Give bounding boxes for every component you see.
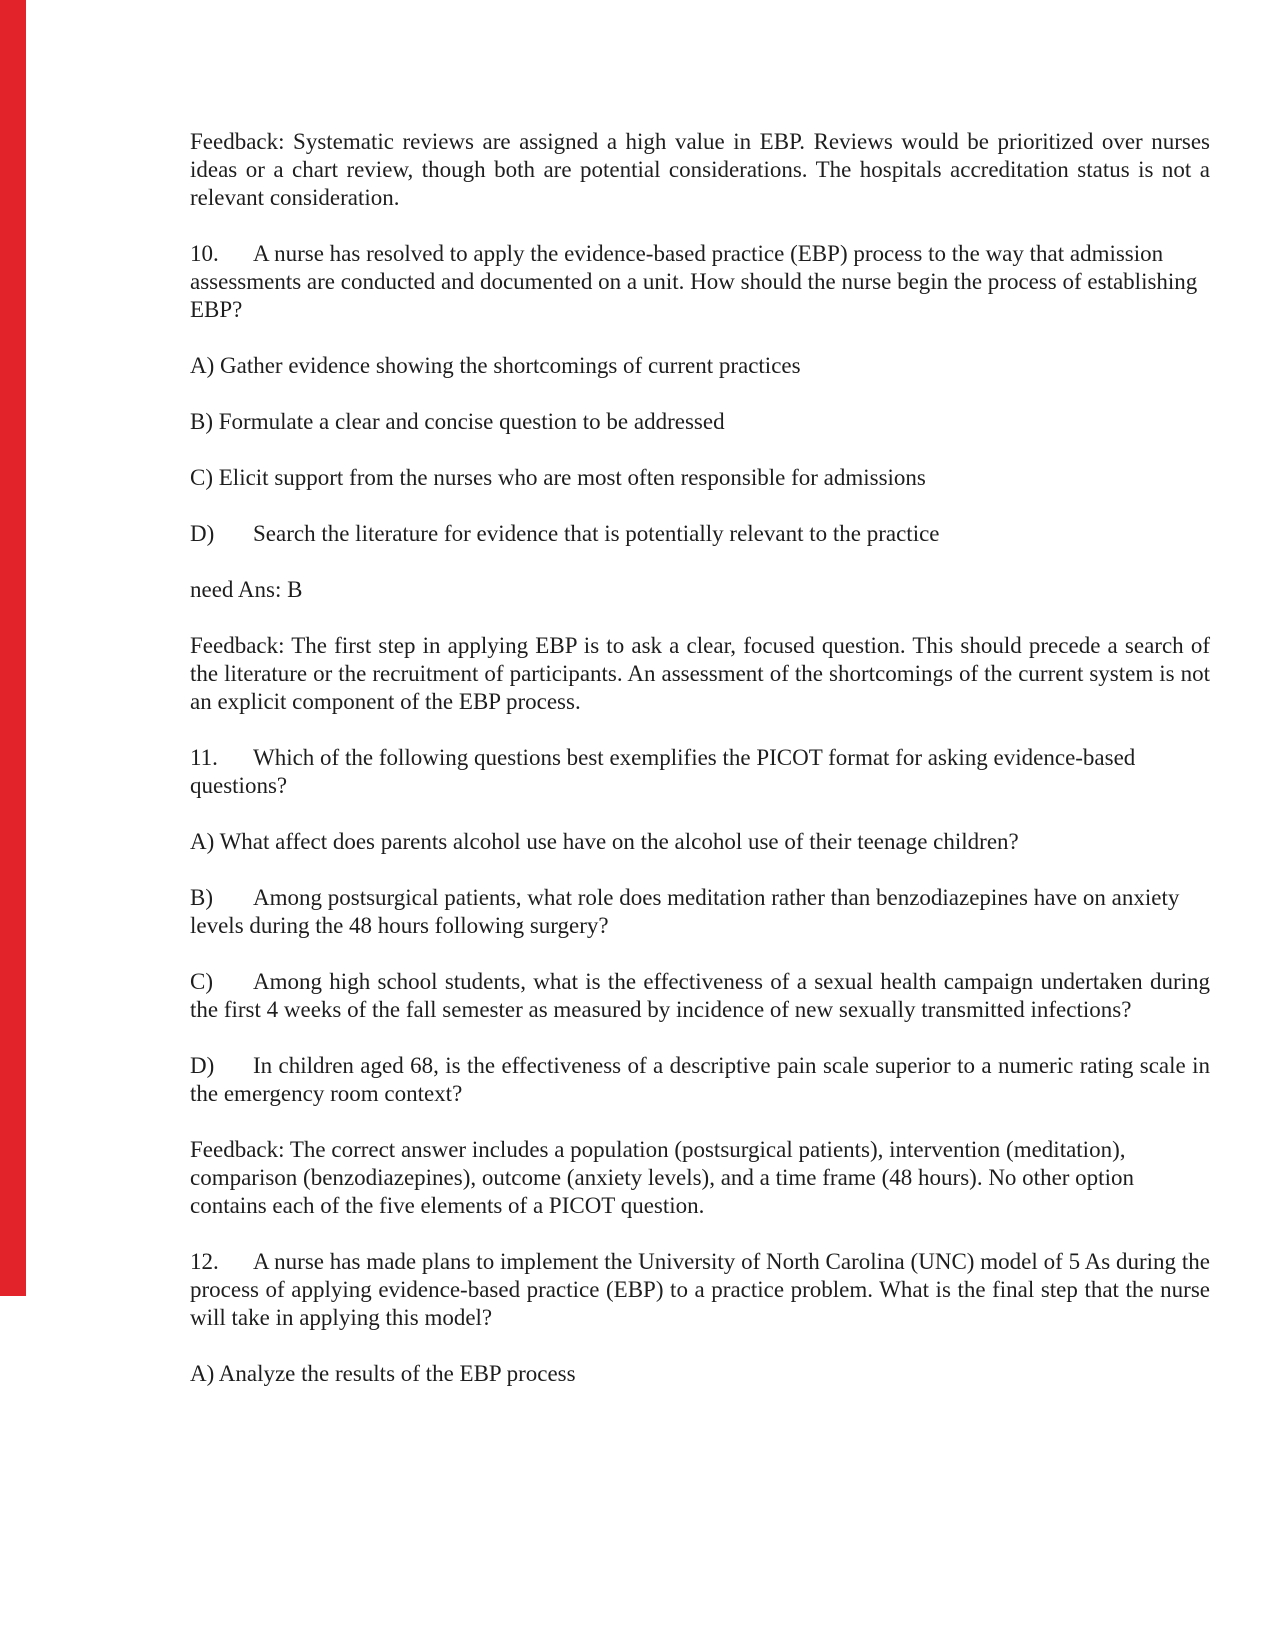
paragraph-text: Among high school students, what is the effectiveness of a sexual health campaign undertaken during the first 4 weeks of the fall semester as measured by incidence of new sexually transmitted infections?	[190, 969, 1210, 1022]
question-12-number: 12.	[190, 1249, 219, 1274]
paragraph-text: In children aged 68, is the effectiveness of a descriptive pain scale superior to a numeric rating scale in the emergency room context?	[190, 1053, 1210, 1106]
paragraph-text: B) Formulate a clear and concise question to be addressed	[190, 409, 725, 434]
option-d-label: D)	[190, 1053, 215, 1078]
question-11-number: 11.	[190, 745, 218, 770]
paragraph-text: Feedback: The correct answer includes a population (postsurgical patients), intervention (meditation), comparison (benzodiazepines), outcome (anxiety levels), and a time frame (48 hours). No other option contains each of the five elements of a PICOT question.	[190, 1137, 1134, 1218]
paragraph-text: A) What affect does parents alcohol use have on the alcohol use of their teenage children?	[190, 829, 1019, 854]
paragraph-text: A) Analyze the results of the EBP process	[190, 1361, 576, 1386]
question-11-paragraph	[190, 744, 1210, 800]
paragraph-text: A nurse has made plans to implement the University of North Carolina (UNC) model of 5 As during the process of applying evidence-based practice (EBP) to a practice problem. What is the final step that the nurse will take in applying this model?	[190, 1249, 1210, 1330]
left-edge-red-bar	[0, 0, 26, 1296]
question-10-option-a	[190, 352, 1210, 380]
paragraph-text: C) Elicit support from the nurses who are most often responsible for admissions	[190, 465, 926, 490]
question-10-option-b	[190, 408, 1210, 436]
paragraph-text: A nurse has resolved to apply the evidence-based practice (EBP) process to the way that admission assessments are conducted and documented on a unit. How should the nurse begin the process of establishing EBP?	[190, 241, 1198, 322]
feedback-q10-paragraph	[190, 632, 1210, 716]
paragraph-text: Which of the following questions best exemplifies the PICOT format for asking evidence-based questions?	[190, 745, 1136, 798]
paragraph-text: Search the literature for evidence that is potentially relevant to the practice	[253, 521, 940, 546]
option-b-label: B)	[190, 885, 213, 910]
feedback-q9-paragraph	[190, 128, 1210, 212]
question-10-option-d	[190, 520, 1210, 548]
paragraph-text: Feedback: Systematic reviews are assigned a high value in EBP. Reviews would be prioritized over nurses ideas or a chart review, though both are potential considerations. The hospitals accreditation status is not a relevant consideration.	[190, 129, 1210, 210]
question-11-option-c	[190, 968, 1210, 1024]
question-10-paragraph	[190, 240, 1210, 324]
answer-line-q10	[190, 576, 1210, 604]
question-11-option-a	[190, 828, 1210, 856]
option-c-label: C)	[190, 969, 213, 994]
question-12-paragraph	[190, 1248, 1210, 1332]
paragraph-text: A) Gather evidence showing the shortcomings of current practices	[190, 353, 801, 378]
paragraph-text: Among postsurgical patients, what role does meditation rather than benzodiazepines have on anxiety levels during the 48 hours following surgery?	[190, 885, 1180, 938]
question-12-option-a	[190, 1360, 1210, 1388]
document-content	[190, 128, 1210, 1416]
question-10-number: 10.	[190, 241, 219, 266]
paragraph-text: Feedback: The first step in applying EBP is to ask a clear, focused question. This should precede a search of the literature or the recruitment of participants. An assessment of the shortcomings of the current system is not an explicit component of the EBP process.	[190, 633, 1210, 714]
paragraph-text: need Ans: B	[190, 577, 303, 602]
question-11-option-b	[190, 884, 1210, 940]
feedback-q11-paragraph	[190, 1136, 1210, 1220]
question-11-option-d	[190, 1052, 1210, 1108]
question-10-option-c	[190, 464, 1210, 492]
option-d-label: D)	[190, 521, 215, 546]
